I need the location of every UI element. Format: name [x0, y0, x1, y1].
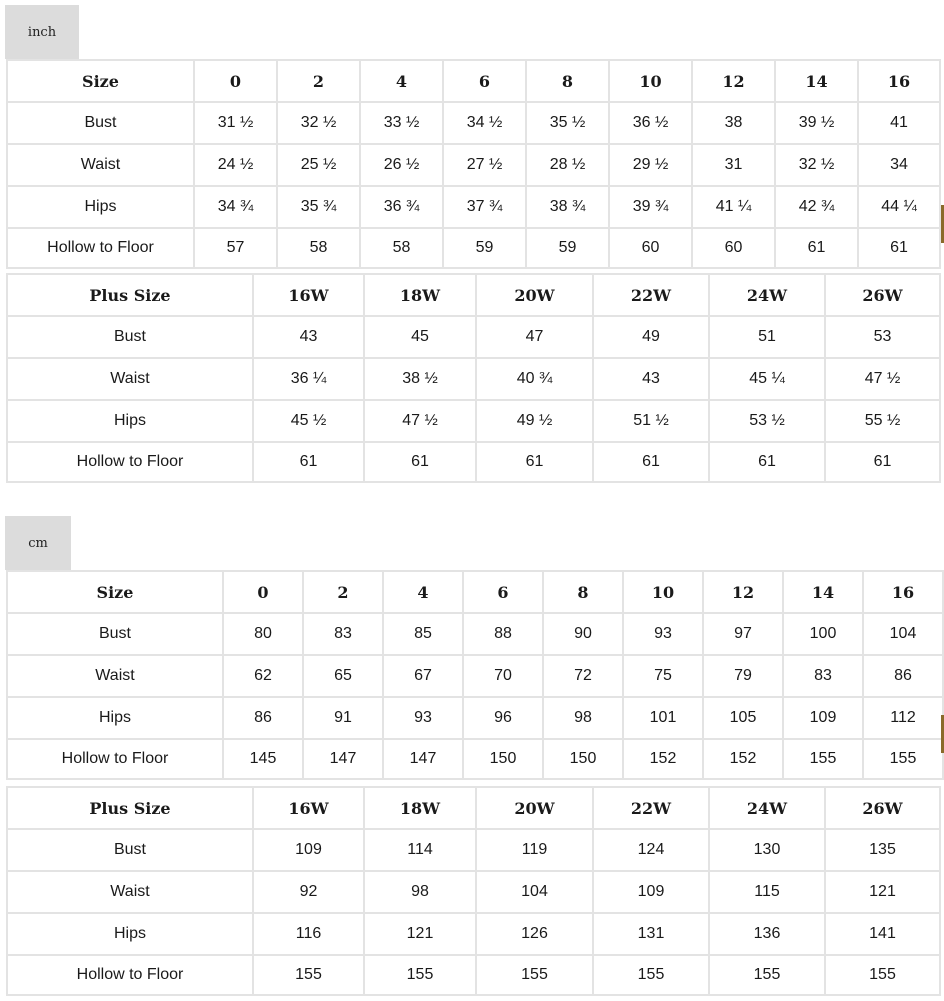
measurement-value: 109: [592, 870, 708, 912]
size-column-header: 20W: [475, 786, 592, 828]
measurement-value: 114: [363, 828, 475, 870]
measurement-value: 124: [592, 828, 708, 870]
measurement-label: Waist: [6, 143, 193, 185]
measurement-value: 100: [782, 612, 862, 654]
table-row: [6, 738, 944, 780]
table-row: [6, 227, 941, 269]
measurement-value: 31: [691, 143, 774, 185]
measurement-value: 36 ¼: [252, 357, 363, 399]
measurement-value: 61: [857, 227, 941, 269]
measurement-value: 47: [475, 315, 592, 357]
table-row: [6, 612, 944, 654]
measurement-value: 91: [302, 696, 382, 738]
measurement-value: 31 ½: [193, 101, 276, 143]
table-row: [6, 441, 941, 483]
measurement-value: 43: [592, 357, 708, 399]
measurement-value: 86: [862, 654, 944, 696]
size-column-header: 26W: [824, 786, 941, 828]
inch-regular-size-table: [6, 59, 941, 269]
measurement-value: 59: [442, 227, 525, 269]
measurement-value: 61: [774, 227, 857, 269]
measurement-value: 32 ½: [774, 143, 857, 185]
inch-tab: inch: [5, 5, 79, 59]
header-row: [6, 570, 944, 612]
table-row: [6, 315, 941, 357]
measurement-value: 85: [382, 612, 462, 654]
measurement-value: 47 ½: [363, 399, 475, 441]
size-column-header: 24W: [708, 786, 824, 828]
measurement-value: 26 ½: [359, 143, 442, 185]
measurement-value: 24 ½: [193, 143, 276, 185]
measurement-value: 61: [708, 441, 824, 483]
measurement-label: Waist: [6, 357, 252, 399]
size-column-header: 24W: [708, 273, 824, 315]
measurement-value: 155: [592, 954, 708, 996]
inch-plus-size-table: [6, 273, 941, 483]
measurement-value: 38 ¾: [525, 185, 608, 227]
measurement-value: 38: [691, 101, 774, 143]
measurement-value: 29 ½: [608, 143, 691, 185]
measurement-value: 44 ¼: [857, 185, 941, 227]
measurement-value: 112: [862, 696, 944, 738]
measurement-value: 92: [252, 870, 363, 912]
measurement-value: 121: [363, 912, 475, 954]
size-column-header: 0: [193, 59, 276, 101]
size-column-header: 4: [359, 59, 442, 101]
cm-tab: cm: [5, 516, 71, 570]
measurement-value: 150: [462, 738, 542, 780]
measurement-value: 41: [857, 101, 941, 143]
table-row: [6, 912, 941, 954]
measurement-value: 75: [622, 654, 702, 696]
measurement-label: Hollow to Floor: [6, 441, 252, 483]
measurement-value: 59: [525, 227, 608, 269]
measurement-label: Hollow to Floor: [6, 738, 222, 780]
measurement-value: 152: [702, 738, 782, 780]
measurement-label: Hollow to Floor: [6, 227, 193, 269]
size-column-header: 16: [862, 570, 944, 612]
measurement-value: 61: [592, 441, 708, 483]
size-column-header: 16W: [252, 786, 363, 828]
table-row: [6, 696, 944, 738]
measurement-value: 45: [363, 315, 475, 357]
measurement-value: 90: [542, 612, 622, 654]
measurement-label: Hips: [6, 696, 222, 738]
measurement-label: Hips: [6, 399, 252, 441]
size-column-header: 16: [857, 59, 941, 101]
size-column-header: 12: [702, 570, 782, 612]
measurement-value: 43: [252, 315, 363, 357]
measurement-value: 49 ½: [475, 399, 592, 441]
measurement-value: 42 ¾: [774, 185, 857, 227]
measurement-value: 93: [382, 696, 462, 738]
size-column-header: 12: [691, 59, 774, 101]
measurement-value: 33 ½: [359, 101, 442, 143]
measurement-value: 40 ¾: [475, 357, 592, 399]
measurement-value: 119: [475, 828, 592, 870]
measurement-value: 96: [462, 696, 542, 738]
measurement-value: 37 ¾: [442, 185, 525, 227]
size-column-header: 16W: [252, 273, 363, 315]
size-column-header: 14: [774, 59, 857, 101]
measurement-label: Hips: [6, 912, 252, 954]
size-column-header: 8: [525, 59, 608, 101]
row-header-label: Plus Size: [6, 786, 252, 828]
size-column-header: 2: [276, 59, 359, 101]
size-column-header: 8: [542, 570, 622, 612]
measurement-value: 109: [782, 696, 862, 738]
measurement-value: 147: [302, 738, 382, 780]
size-column-header: 14: [782, 570, 862, 612]
measurement-value: 70: [462, 654, 542, 696]
measurement-value: 98: [363, 870, 475, 912]
size-column-header: 0: [222, 570, 302, 612]
measurement-value: 61: [252, 441, 363, 483]
measurement-value: 155: [252, 954, 363, 996]
measurement-value: 35 ¾: [276, 185, 359, 227]
measurement-value: 97: [702, 612, 782, 654]
measurement-value: 47 ½: [824, 357, 941, 399]
cm-plus-size-table: [6, 786, 941, 996]
measurement-value: 28 ½: [525, 143, 608, 185]
measurement-value: 101: [622, 696, 702, 738]
measurement-value: 35 ½: [525, 101, 608, 143]
measurement-value: 36 ½: [608, 101, 691, 143]
size-column-header: 20W: [475, 273, 592, 315]
measurement-value: 155: [862, 738, 944, 780]
size-column-header: 26W: [824, 273, 941, 315]
measurement-value: 86: [222, 696, 302, 738]
measurement-value: 155: [708, 954, 824, 996]
measurement-value: 61: [824, 441, 941, 483]
header-row: [6, 786, 941, 828]
measurement-value: 121: [824, 870, 941, 912]
measurement-value: 104: [475, 870, 592, 912]
measurement-value: 32 ½: [276, 101, 359, 143]
measurement-value: 60: [691, 227, 774, 269]
measurement-value: 58: [359, 227, 442, 269]
size-column-header: 4: [382, 570, 462, 612]
row-header-label: Plus Size: [6, 273, 252, 315]
measurement-value: 116: [252, 912, 363, 954]
measurement-value: 155: [475, 954, 592, 996]
size-column-header: 6: [462, 570, 542, 612]
measurement-value: 53 ½: [708, 399, 824, 441]
measurement-value: 93: [622, 612, 702, 654]
measurement-label: Bust: [6, 828, 252, 870]
measurement-label: Bust: [6, 315, 252, 357]
measurement-value: 104: [862, 612, 944, 654]
measurement-value: 72: [542, 654, 622, 696]
measurement-value: 45 ½: [252, 399, 363, 441]
size-column-header: 18W: [363, 273, 475, 315]
table-row: [6, 357, 941, 399]
table-row: [6, 828, 941, 870]
measurement-value: 34 ¾: [193, 185, 276, 227]
header-row: [6, 59, 941, 101]
measurement-value: 36 ¾: [359, 185, 442, 227]
size-column-header: 10: [622, 570, 702, 612]
measurement-value: 115: [708, 870, 824, 912]
table-row: [6, 399, 941, 441]
measurement-value: 65: [302, 654, 382, 696]
measurement-value: 98: [542, 696, 622, 738]
measurement-value: 79: [702, 654, 782, 696]
measurement-value: 147: [382, 738, 462, 780]
measurement-value: 62: [222, 654, 302, 696]
measurement-value: 80: [222, 612, 302, 654]
measurement-value: 25 ½: [276, 143, 359, 185]
size-column-header: 10: [608, 59, 691, 101]
measurement-value: 141: [824, 912, 941, 954]
cm-regular-size-table: [6, 570, 944, 780]
measurement-value: 41 ¼: [691, 185, 774, 227]
measurement-value: 55 ½: [824, 399, 941, 441]
measurement-value: 155: [782, 738, 862, 780]
measurement-value: 67: [382, 654, 462, 696]
measurement-value: 60: [608, 227, 691, 269]
measurement-value: 145: [222, 738, 302, 780]
measurement-label: Bust: [6, 101, 193, 143]
table-row: [6, 185, 941, 227]
measurement-value: 45 ¼: [708, 357, 824, 399]
size-column-header: 22W: [592, 273, 708, 315]
table-row: [6, 870, 941, 912]
table-row: [6, 143, 941, 185]
measurement-value: 152: [622, 738, 702, 780]
measurement-value: 83: [782, 654, 862, 696]
size-column-header: 6: [442, 59, 525, 101]
measurement-label: Waist: [6, 870, 252, 912]
size-column-header: 18W: [363, 786, 475, 828]
measurement-value: 83: [302, 612, 382, 654]
measurement-value: 88: [462, 612, 542, 654]
measurement-value: 39 ¾: [608, 185, 691, 227]
size-column-header: 22W: [592, 786, 708, 828]
row-header-label: Size: [6, 59, 193, 101]
size-column-header: 2: [302, 570, 382, 612]
measurement-label: Hollow to Floor: [6, 954, 252, 996]
measurement-value: 130: [708, 828, 824, 870]
measurement-value: 53: [824, 315, 941, 357]
measurement-value: 61: [475, 441, 592, 483]
measurement-value: 57: [193, 227, 276, 269]
measurement-value: 51: [708, 315, 824, 357]
measurement-value: 38 ½: [363, 357, 475, 399]
table-row: [6, 954, 941, 996]
measurement-value: 34 ½: [442, 101, 525, 143]
measurement-label: Bust: [6, 612, 222, 654]
measurement-label: Hips: [6, 185, 193, 227]
header-row: [6, 273, 941, 315]
measurement-value: 51 ½: [592, 399, 708, 441]
measurement-value: 105: [702, 696, 782, 738]
measurement-value: 34: [857, 143, 941, 185]
measurement-value: 39 ½: [774, 101, 857, 143]
measurement-value: 150: [542, 738, 622, 780]
measurement-value: 27 ½: [442, 143, 525, 185]
measurement-value: 49: [592, 315, 708, 357]
measurement-value: 136: [708, 912, 824, 954]
measurement-label: Waist: [6, 654, 222, 696]
table-row: [6, 654, 944, 696]
table-row: [6, 101, 941, 143]
measurement-value: 155: [824, 954, 941, 996]
measurement-value: 155: [363, 954, 475, 996]
row-header-label: Size: [6, 570, 222, 612]
measurement-value: 109: [252, 828, 363, 870]
measurement-value: 126: [475, 912, 592, 954]
measurement-value: 61: [363, 441, 475, 483]
measurement-value: 131: [592, 912, 708, 954]
measurement-value: 135: [824, 828, 941, 870]
measurement-value: 58: [276, 227, 359, 269]
